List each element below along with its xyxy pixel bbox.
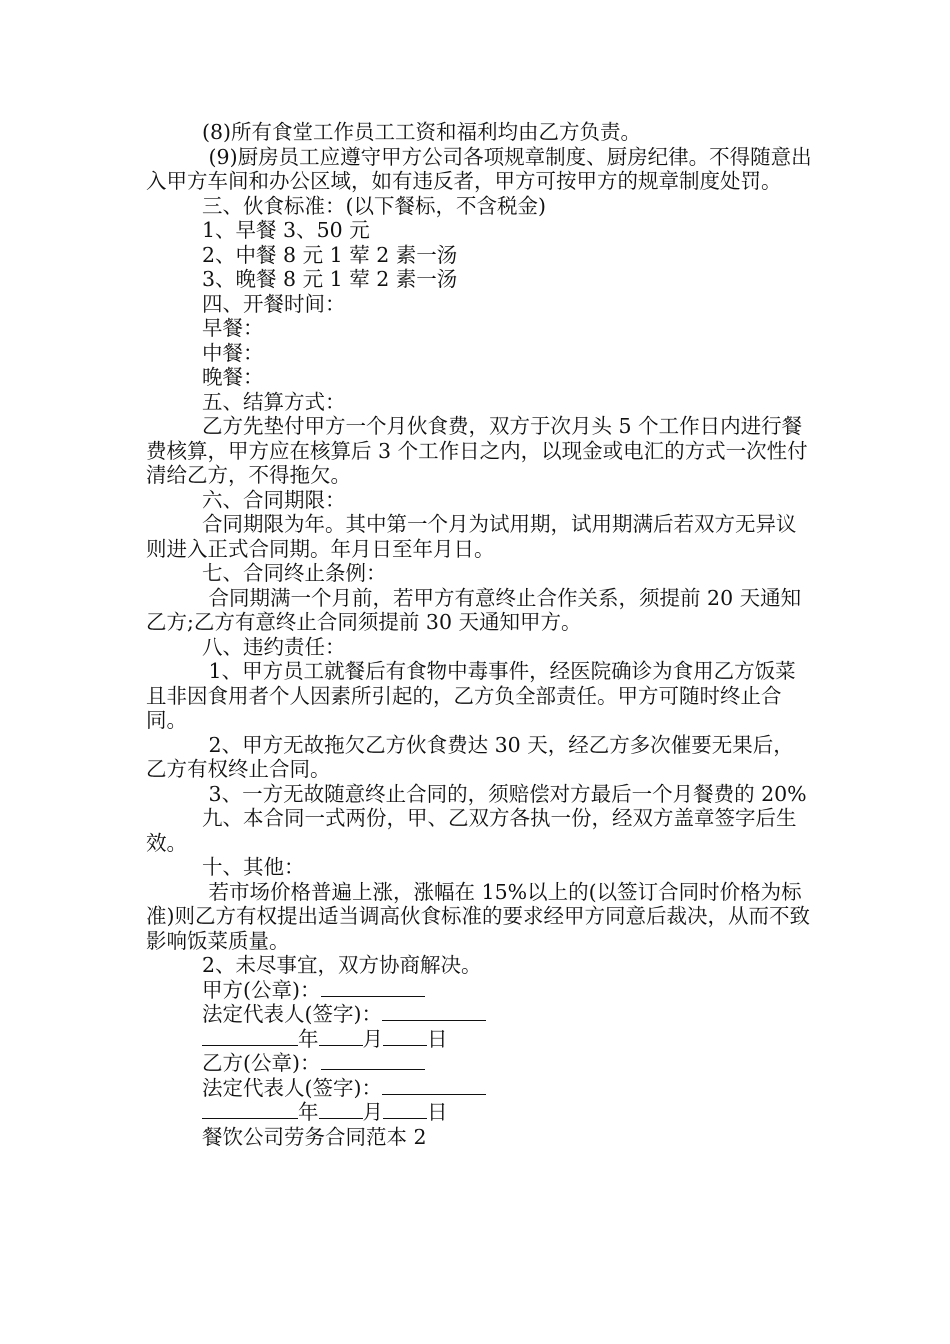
month-blank: [319, 1027, 363, 1046]
lunch-price: 2、中餐 8 元 1 荤 2 素一汤: [202, 242, 458, 267]
section-meal-standard: 三、伙食标准：(以下餐标，不含税金): [202, 193, 546, 218]
breakfast-price: 1、早餐 3、50 元: [202, 218, 370, 242]
party-a-rep-line: [146, 1002, 814, 1027]
contract-body: [146, 120, 814, 1149]
dinner-time: 晚餐：: [202, 365, 264, 389]
section-copies: 九、本合同一式两份，甲、乙双方各执一份，经双方盖章签字后生效。: [146, 806, 797, 855]
day-blank: [383, 1027, 427, 1046]
section-other: 十、其他：: [202, 855, 305, 879]
party-b-date-line: [146, 1100, 814, 1125]
day-label: 日: [427, 1026, 448, 1051]
breakfast-time: 早餐：: [202, 316, 264, 340]
clause-8: (8)所有食堂工作员工工资和福利均由乙方负责。: [202, 120, 642, 144]
term-text: 合同期限为年。其中第一个月为试用期，试用期满后若双方无异议则进入正式合同期。年月日至年月日。: [146, 512, 797, 561]
party-a-blank: [321, 978, 425, 997]
party-a-rep-label: 法定代表人(签字)：: [202, 1002, 382, 1026]
other-2: 2、未尽事宜，双方协商解决。: [202, 953, 482, 977]
party-a-seal-line: [146, 978, 814, 1003]
next-document-title: 餐饮公司劳务合同范本 2: [202, 1124, 427, 1149]
year-label: 年: [298, 1026, 319, 1051]
month-label: 月: [362, 1026, 383, 1051]
year-blank: [202, 1100, 298, 1119]
party-b-rep-line: [146, 1076, 814, 1101]
section-settlement: 五、结算方式：: [202, 389, 346, 414]
party-b-rep-label: 法定代表人(签字)：: [202, 1075, 382, 1100]
section-liability: 八、违约责任：: [202, 634, 346, 659]
section-termination: 七、合同终止条例：: [202, 561, 387, 585]
year-label: 年: [298, 1100, 319, 1124]
party-b-label: 乙方(公章)：: [202, 1051, 321, 1075]
section-meal-time: 四、开餐时间：: [202, 291, 346, 316]
party-b-rep-blank: [382, 1076, 486, 1095]
party-b-seal-line: [146, 1051, 814, 1076]
termination-text: 合同期满一个月前，若甲方有意终止合作关系，须提前 20 天通知乙方;乙方有意终止合同须提前 30 天通知甲方。: [146, 585, 802, 634]
other-text: 若市场价格普遍上涨，涨幅在 15%以上的(以签订合同时价格为标准)则乙方有权提出适当调高伙食标准的要求经甲方同意后裁决，从而不致影响饭菜质量。: [146, 879, 810, 953]
settlement-text: 乙方先垫付甲方一个月伙食费，双方于次月头 5 个工作日内进行餐费核算，甲方应在核算后 3 个工作日之内，以现金或电汇的方式一次性付清给乙方，不得拖欠。: [146, 414, 808, 487]
liability-2: 2、甲方无故拖欠乙方伙食费达 30 天，经乙方多次催要无果后，乙方有权终止合同。: [146, 732, 794, 781]
day-blank: [383, 1100, 427, 1119]
section-term: 六、合同期限：: [202, 487, 346, 512]
day-label: 日: [427, 1100, 448, 1124]
party-a-date-line: [146, 1027, 814, 1052]
year-blank: [202, 1027, 298, 1046]
liability-1: 1、甲方员工就餐后有食物中毒事件，经医院确诊为食用乙方饭菜且非因食用者个人因素所引起的，乙方负全部责任。甲方可随时终止合同。: [146, 659, 796, 732]
party-b-blank: [321, 1051, 425, 1070]
dinner-price: 3、晚餐 8 元 1 荤 2 素一汤: [202, 267, 458, 291]
month-label: 月: [362, 1100, 383, 1124]
liability-3: 3、一方无故随意终止合同的，须赔偿对方最后一个月餐费的 20%: [202, 781, 807, 806]
clause-9: (9)厨房员工应遵守甲方公司各项规章制度、厨房纪律。不得随意出入甲方车间和办公区域，如有违反者，甲方可按甲方的规章制度处罚。: [146, 144, 812, 193]
month-blank: [319, 1100, 363, 1119]
party-a-label: 甲方(公章)：: [202, 977, 321, 1002]
lunch-time: 中餐：: [202, 340, 264, 365]
party-a-rep-blank: [382, 1002, 486, 1021]
